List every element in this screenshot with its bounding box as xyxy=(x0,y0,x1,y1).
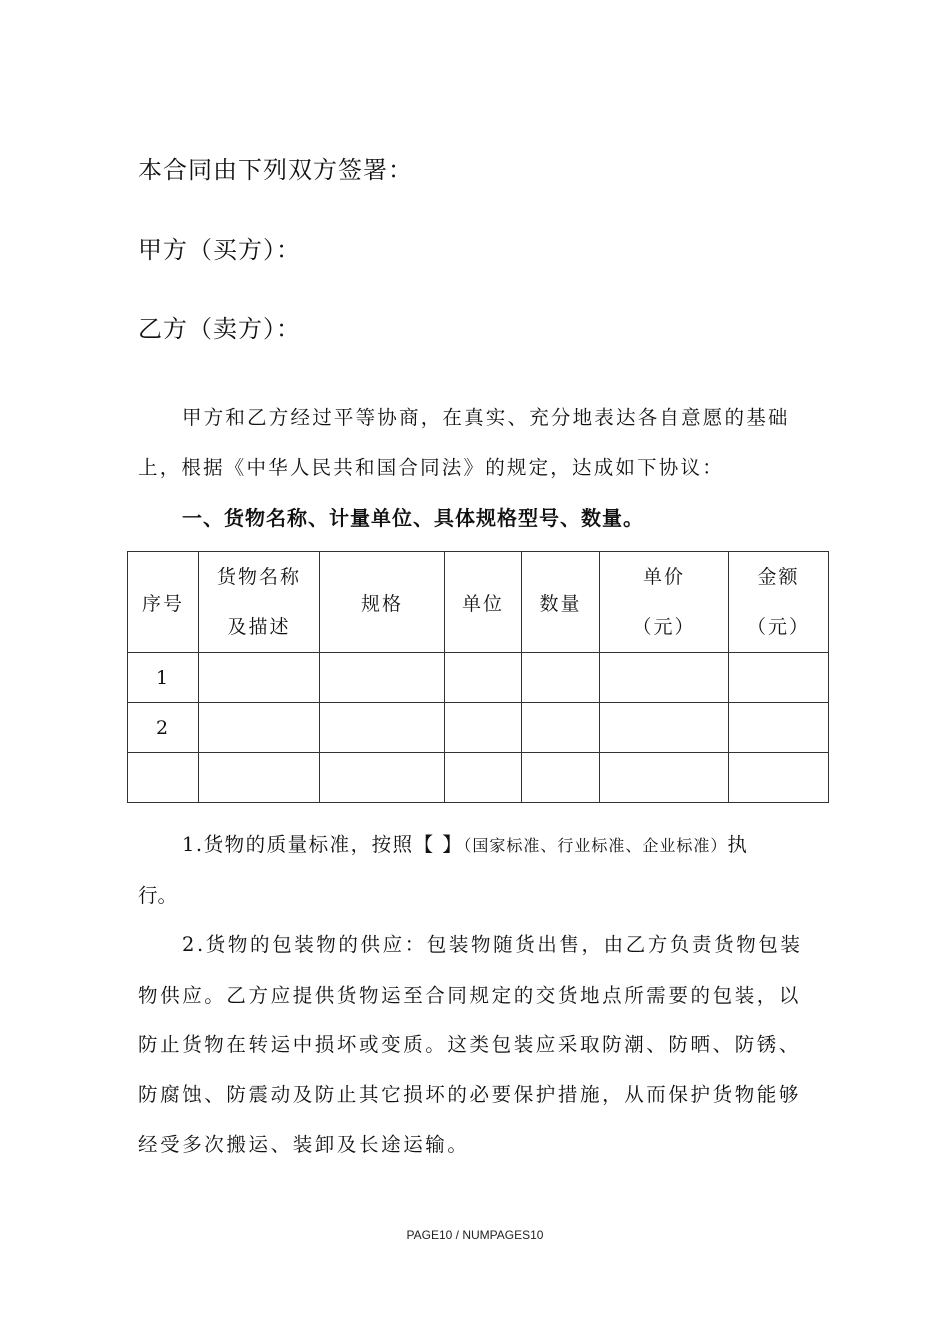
row-cell[interactable] xyxy=(320,653,445,703)
clause-1-line-1 xyxy=(182,829,748,857)
party-a-label: 甲方（买方）： xyxy=(138,236,301,264)
table-header-row xyxy=(128,552,829,653)
clause-1-standards: （国家标准、行业标准、企业标准） xyxy=(463,836,728,855)
party-b-label: 乙方（卖方）： xyxy=(138,315,301,343)
row-serial: 2 xyxy=(128,703,199,753)
row-cell[interactable] xyxy=(445,653,522,703)
clause-2-line-4: 防腐蚀、防震动及防止其它损坏的必要保护措施，从而保护货物能够 xyxy=(138,1083,802,1106)
row-cell[interactable] xyxy=(729,703,829,753)
header-amount: 金额 （元） xyxy=(729,552,829,653)
contract-intro-heading: 本合同由下列双方签署： xyxy=(138,156,413,184)
preamble-line-2: 上，根据《中华人民共和国合同法》的规定，达成如下协议： xyxy=(138,456,724,479)
clause-2-line-5: 经受多次搬运、装卸及长途运输。 xyxy=(138,1133,470,1156)
row-cell[interactable] xyxy=(729,653,829,703)
row-cell[interactable] xyxy=(522,653,600,703)
header-goods-name: 货物名称 及描述 xyxy=(199,552,320,653)
section-1-title: 一、货物名称、计量单位、具体规格型号、数量。 xyxy=(182,506,644,530)
table-row xyxy=(128,703,829,753)
preamble-line-1: 甲方和乙方经过平等协商，在真实、充分地表达各自意愿的基础 xyxy=(182,406,790,429)
header-quantity: 数量 xyxy=(522,552,600,653)
clause-1-suffix: 执 xyxy=(727,833,749,856)
row-cell[interactable] xyxy=(199,703,320,753)
row-cell[interactable] xyxy=(600,653,729,703)
row-cell[interactable] xyxy=(600,753,729,803)
row-cell[interactable] xyxy=(445,753,522,803)
page-footer: PAGE10 / NUMPAGES10 xyxy=(406,1228,544,1242)
row-cell[interactable] xyxy=(600,703,729,753)
header-spec: 规格 xyxy=(320,552,445,653)
header-serial: 序号 xyxy=(128,552,199,653)
row-cell[interactable] xyxy=(522,703,600,753)
row-cell[interactable] xyxy=(199,653,320,703)
row-serial xyxy=(128,753,199,803)
row-cell[interactable] xyxy=(729,753,829,803)
row-cell[interactable] xyxy=(522,753,600,803)
table-row xyxy=(128,753,829,803)
clause-1-prefix: 1.货物的质量标准，按照【 】 xyxy=(182,833,464,856)
clause-2-line-3: 防止货物在转运中损坏或变质。这类包装应采取防潮、防晒、防锈、 xyxy=(138,1033,802,1056)
row-cell[interactable] xyxy=(320,753,445,803)
row-cell[interactable] xyxy=(445,703,522,753)
row-cell[interactable] xyxy=(199,753,320,803)
goods-table xyxy=(127,551,829,803)
clause-2-line-1: 2.货物的包装物的供应：包装物随货出售，由乙方负责货物包装 xyxy=(182,933,803,956)
clause-1-line-2: 行。 xyxy=(138,884,178,907)
header-unit-price: 单价 （元） xyxy=(600,552,729,653)
row-serial: 1 xyxy=(128,653,199,703)
table-row xyxy=(128,653,829,703)
header-unit: 单位 xyxy=(445,552,522,653)
clause-2-line-2: 物供应。乙方应提供货物运至合同规定的交货地点所需要的包装，以 xyxy=(138,984,802,1007)
row-cell[interactable] xyxy=(320,703,445,753)
